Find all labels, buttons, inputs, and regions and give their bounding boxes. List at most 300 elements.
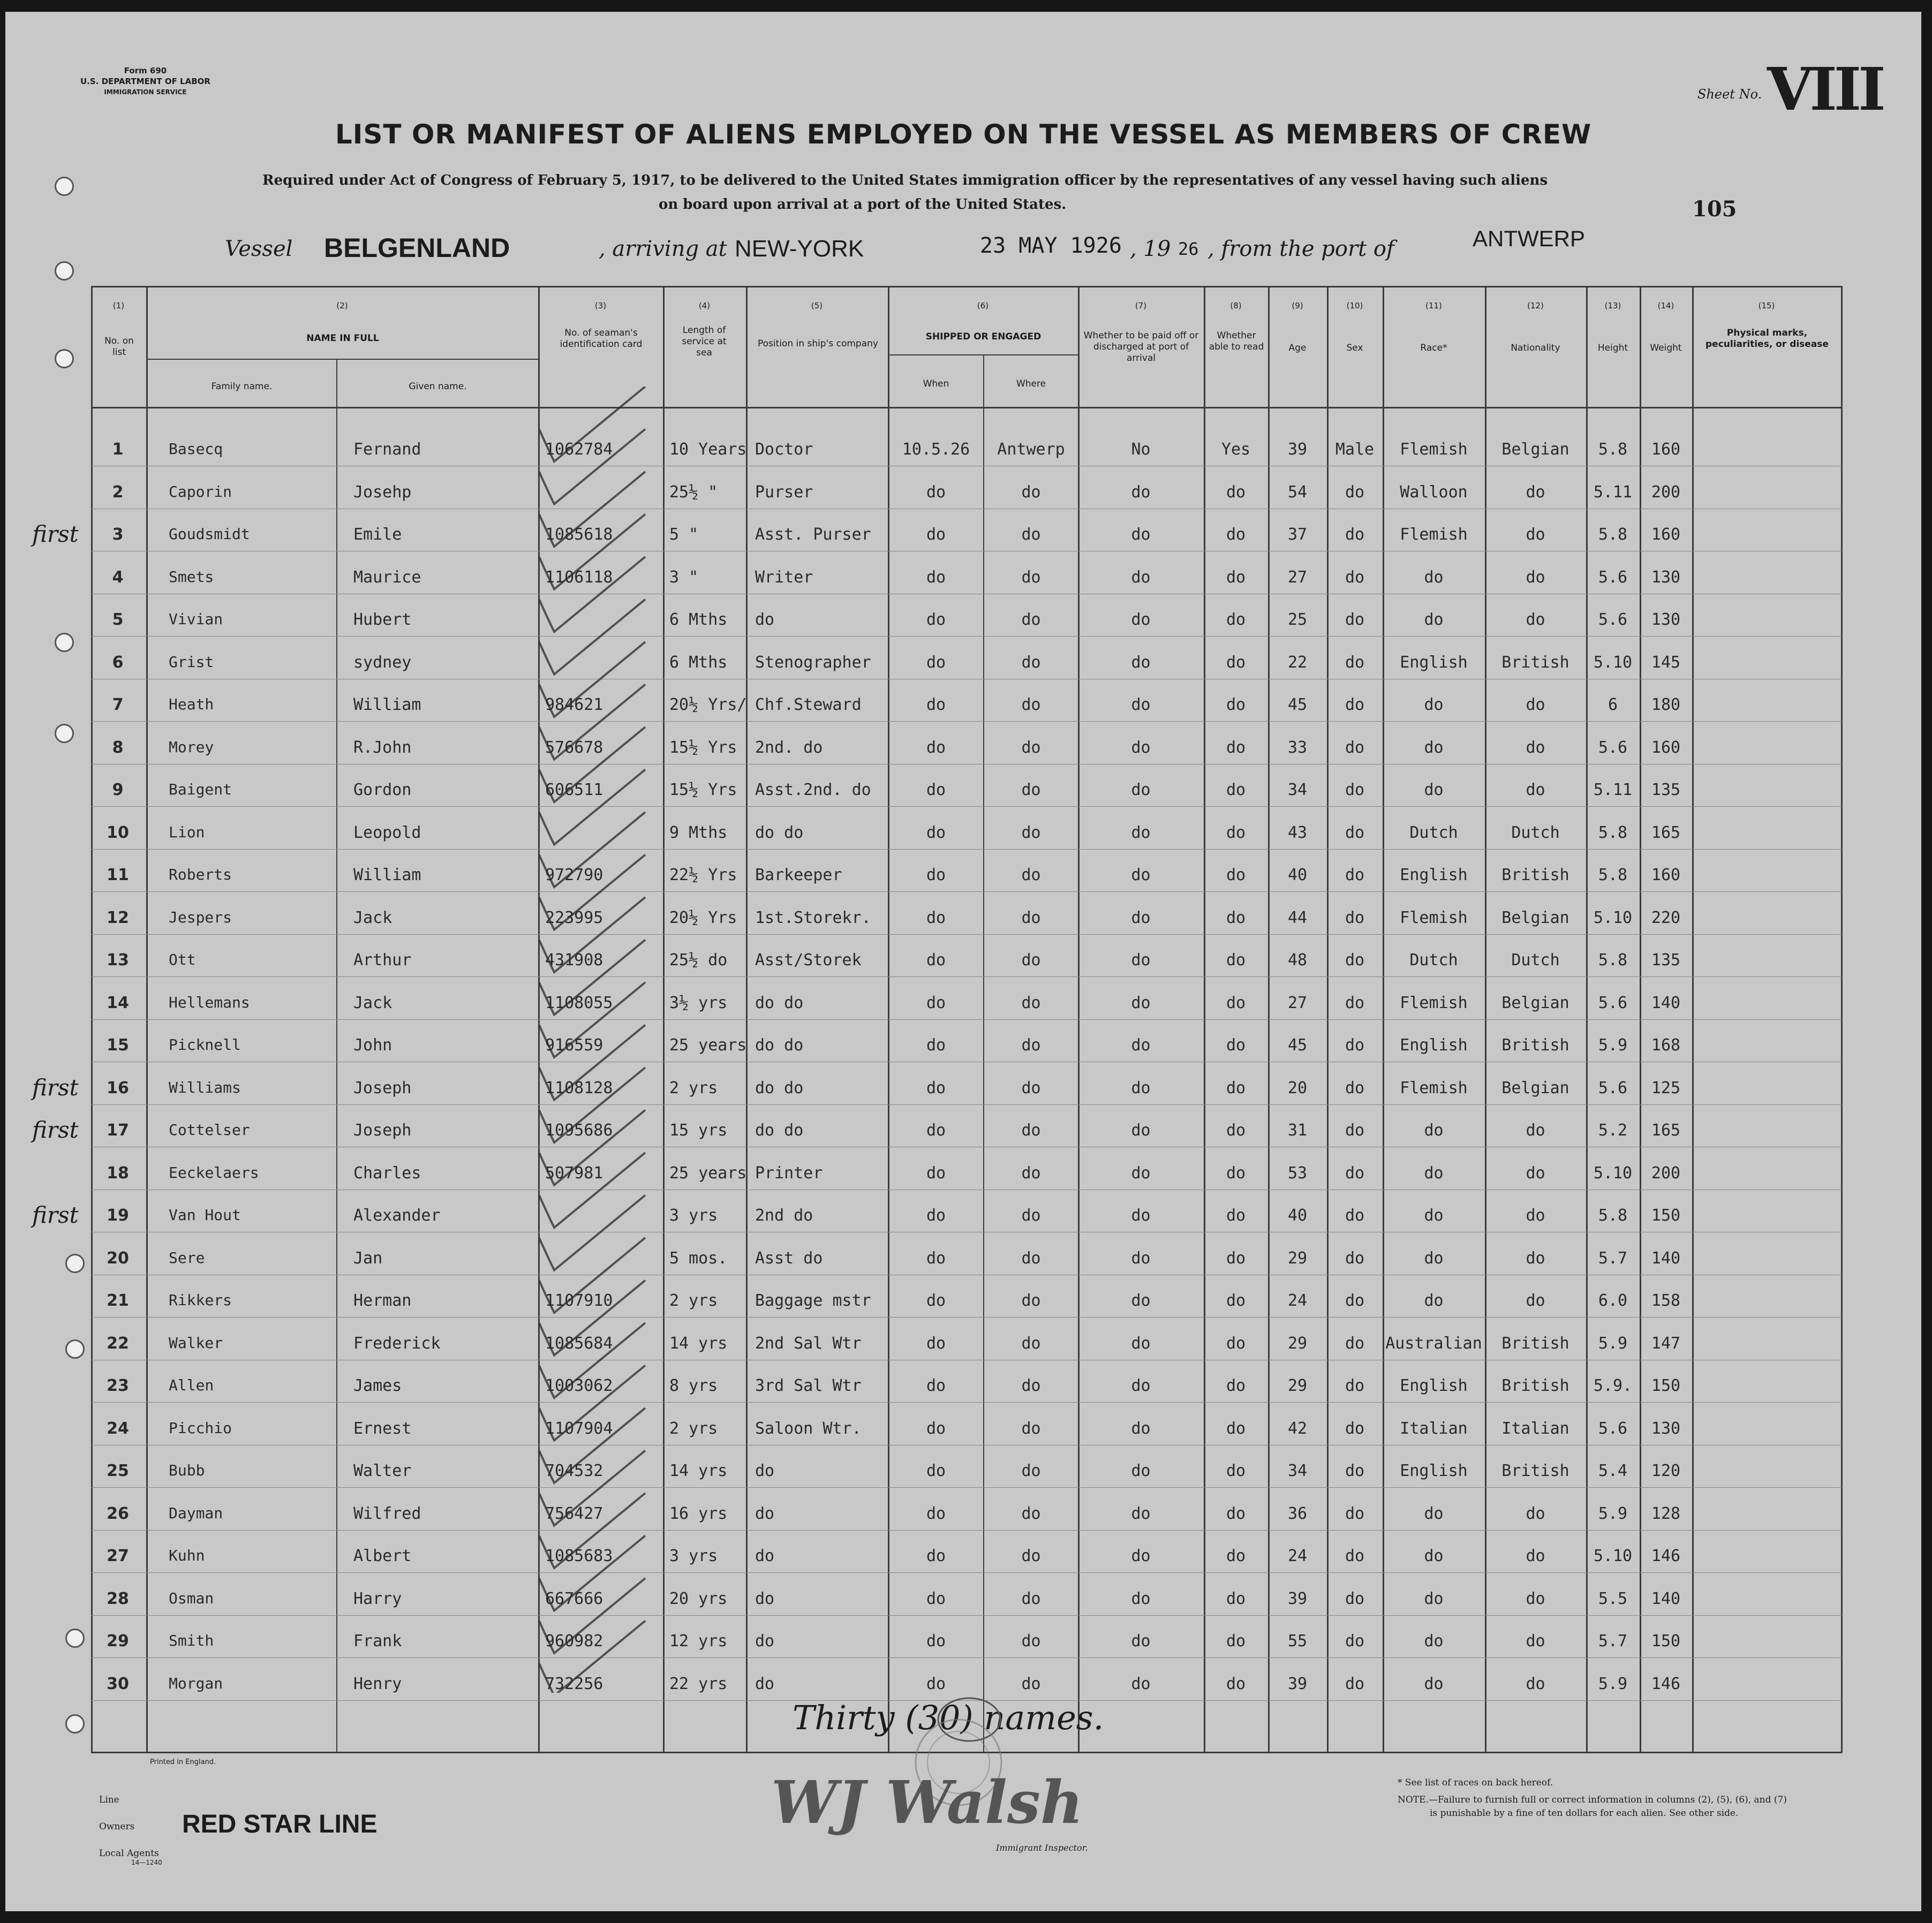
- age: 43: [1287, 823, 1308, 842]
- height: 5.6: [1598, 1419, 1628, 1438]
- height: 5.5: [1598, 1589, 1628, 1608]
- age: 20: [1287, 1078, 1308, 1097]
- age: 40: [1287, 866, 1308, 884]
- ship-position: do do: [755, 1078, 804, 1097]
- sex: do: [1345, 738, 1365, 757]
- row-rule: [91, 934, 1842, 935]
- race: English: [1400, 1376, 1468, 1395]
- header-age: Age: [1288, 343, 1307, 353]
- id-card-number: 1085684: [545, 1334, 613, 1353]
- row-number: 20: [107, 1248, 129, 1268]
- col-num: (6): [977, 301, 989, 311]
- row-number: 11: [107, 866, 129, 884]
- length-of-service: 3 yrs: [669, 1206, 718, 1225]
- header-shipped-or-engaged: SHIPPED OR ENGAGED: [925, 331, 1042, 342]
- table-top-border: [91, 286, 1842, 287]
- able-to-read: do: [1226, 1291, 1246, 1310]
- row-number: 6: [112, 653, 124, 672]
- check-mark: [539, 1281, 645, 1356]
- nationality: British: [1501, 653, 1569, 672]
- row-number: 7: [112, 695, 124, 714]
- col-num: (8): [1230, 301, 1242, 311]
- able-to-read: do: [1226, 482, 1246, 502]
- row-rule: [91, 721, 1842, 722]
- shipped-when: do: [926, 1419, 946, 1438]
- punch-hole: [55, 261, 74, 281]
- arrival-port: NEW-YORK: [735, 236, 864, 262]
- margin-note: first: [32, 1202, 79, 1228]
- header-height: Height: [1597, 343, 1628, 353]
- family-name: Caporin: [169, 482, 232, 501]
- weight: 160: [1651, 440, 1681, 459]
- length-of-service: 5 ": [669, 525, 699, 544]
- check-mark: [539, 1451, 645, 1526]
- paid-off: do: [1131, 1078, 1151, 1097]
- weight: 140: [1651, 1248, 1681, 1268]
- paid-off: do: [1131, 1121, 1151, 1140]
- length-of-service: 15½ Yrs: [669, 781, 737, 799]
- weight: 160: [1651, 738, 1681, 757]
- row-number: 12: [107, 908, 129, 927]
- paid-off: do: [1131, 1462, 1151, 1480]
- check-mark: [539, 1621, 645, 1693]
- given-name: Albert: [353, 1547, 412, 1565]
- able-to-read: do: [1226, 653, 1246, 672]
- id-card-number: 1062784: [545, 440, 613, 459]
- shipped-when: do: [926, 525, 946, 544]
- punch-hole: [55, 177, 74, 196]
- row-number: 9: [112, 781, 124, 799]
- col-num: (11): [1425, 301, 1442, 311]
- family-name: Eeckelaers: [169, 1163, 259, 1182]
- length-of-service: 15½ Yrs: [669, 738, 737, 757]
- weight: 135: [1651, 781, 1681, 799]
- length-of-service: 9 Mths: [669, 823, 728, 842]
- ship-position: 2nd. do: [755, 738, 823, 757]
- able-to-read: do: [1226, 695, 1246, 714]
- weight: 140: [1651, 1589, 1681, 1608]
- paid-off: do: [1131, 567, 1151, 587]
- height: 5.8: [1598, 440, 1628, 459]
- shipped-where: do: [1021, 993, 1041, 1012]
- nationality: do: [1526, 781, 1545, 799]
- able-to-read: do: [1226, 1334, 1246, 1353]
- header-sex: Sex: [1346, 343, 1363, 353]
- shipped-when: do: [926, 1589, 946, 1608]
- row-number: 5: [112, 610, 124, 629]
- ship-position: Asst do: [755, 1248, 823, 1268]
- id-card-number: 1095686: [545, 1121, 613, 1140]
- age: 39: [1287, 440, 1308, 459]
- form-block: [80, 65, 210, 97]
- given-name: Jack: [353, 908, 393, 927]
- ship-position: do do: [755, 1121, 804, 1140]
- nationality: British: [1501, 1334, 1569, 1353]
- able-to-read: do: [1226, 1504, 1246, 1523]
- given-name: Alexander: [353, 1206, 441, 1225]
- given-name: Josehp: [353, 482, 412, 502]
- family-name: Smith: [169, 1632, 214, 1649]
- given-name: Ernest: [353, 1419, 412, 1438]
- ship-position: do: [755, 1674, 775, 1693]
- row-number: 16: [107, 1078, 129, 1097]
- family-name: Basecq: [169, 440, 223, 458]
- arriving-label: , arriving at: [599, 237, 727, 261]
- sex: do: [1345, 1248, 1365, 1268]
- weight: 120: [1651, 1462, 1681, 1480]
- paid-off: do: [1131, 1163, 1151, 1183]
- family-name: Grist: [169, 653, 214, 671]
- check-mark: [539, 1323, 645, 1398]
- age: 40: [1287, 1206, 1308, 1225]
- sex: do: [1345, 1674, 1365, 1693]
- sex: do: [1345, 567, 1365, 587]
- paid-off: do: [1131, 1632, 1151, 1651]
- row-rule: [91, 891, 1842, 892]
- nationality: British: [1501, 866, 1569, 884]
- row-rule: [91, 1572, 1842, 1573]
- check-mark: [539, 1195, 645, 1270]
- age: 24: [1287, 1291, 1308, 1310]
- nationality: Italian: [1501, 1419, 1569, 1438]
- paid-off: do: [1131, 1291, 1151, 1310]
- able-to-read: do: [1226, 1462, 1246, 1480]
- header-position: Position in ship's company: [758, 338, 878, 349]
- race: do: [1424, 1163, 1444, 1183]
- given-name: John: [353, 1036, 393, 1055]
- shipped-when: do: [926, 610, 946, 629]
- margin-note: first: [32, 1074, 79, 1101]
- length-of-service: 16 yrs: [669, 1504, 728, 1523]
- check-mark: [539, 855, 645, 930]
- punch-hole: [65, 1714, 85, 1733]
- shipped-where: do: [1021, 610, 1041, 629]
- race: English: [1400, 653, 1468, 672]
- id-card-number: 667666: [545, 1589, 603, 1608]
- age: 34: [1287, 1462, 1308, 1480]
- race: Flemish: [1400, 525, 1468, 544]
- row-number: 25: [107, 1462, 129, 1480]
- sex: do: [1345, 1547, 1365, 1565]
- able-to-read: do: [1226, 823, 1246, 842]
- race: do: [1424, 738, 1444, 757]
- family-name: Hellemans: [169, 993, 250, 1011]
- col-num: (7): [1135, 301, 1147, 311]
- owners-label: Owners: [99, 1821, 135, 1832]
- able-to-read: do: [1226, 993, 1246, 1012]
- race: Walloon: [1400, 482, 1468, 502]
- from-port-label: , from the port of: [1208, 237, 1394, 261]
- family-name: Cottelser: [169, 1121, 250, 1139]
- ship-position: Saloon Wtr.: [755, 1419, 862, 1438]
- weight: 158: [1651, 1291, 1681, 1310]
- height: 5.10: [1593, 908, 1633, 927]
- given-name: Emile: [353, 525, 402, 544]
- given-name: Hubert: [353, 610, 412, 629]
- header-physical-marks: Physical marks, peculiarities, or disease: [1705, 328, 1829, 350]
- race: do: [1424, 1547, 1444, 1565]
- paid-off: do: [1131, 823, 1151, 842]
- race: do: [1424, 1121, 1444, 1140]
- race: Flemish: [1400, 440, 1468, 459]
- weight: 130: [1651, 1419, 1681, 1438]
- weight: 150: [1651, 1376, 1681, 1395]
- family-name: Goudsmidt: [169, 525, 250, 543]
- line-label: Line: [99, 1795, 119, 1805]
- col-num: (9): [1292, 301, 1303, 311]
- nationality: do: [1526, 1291, 1545, 1310]
- id-card-number: 431908: [545, 951, 603, 970]
- nationality: Dutch: [1511, 823, 1560, 842]
- header-bottom-border: [91, 407, 1842, 408]
- family-name: Morey: [169, 738, 214, 756]
- sheet-label: Sheet No.: [1697, 87, 1762, 102]
- length-of-service: 14 yrs: [669, 1334, 728, 1353]
- id-card-number: 960982: [545, 1632, 603, 1651]
- check-mark: [539, 472, 645, 547]
- given-name: Frederick: [353, 1334, 441, 1353]
- shipped-when: do: [926, 1547, 946, 1565]
- header-able-to-read: Whether able to read: [1209, 330, 1264, 352]
- race: Flemish: [1400, 908, 1468, 927]
- paid-off: do: [1131, 653, 1151, 672]
- id-card-number: 756427: [545, 1504, 603, 1523]
- row-rule: [91, 636, 1842, 637]
- weight: 200: [1651, 1163, 1681, 1183]
- race: do: [1424, 1206, 1444, 1225]
- able-to-read: do: [1226, 951, 1246, 970]
- col-num: (5): [811, 301, 823, 311]
- weight: 140: [1651, 993, 1681, 1012]
- shipped-where: do: [1021, 1674, 1041, 1693]
- nationality: do: [1526, 525, 1545, 544]
- col-num: (14): [1657, 301, 1674, 311]
- paid-off: do: [1131, 1376, 1151, 1395]
- ship-position: Purser: [755, 482, 813, 502]
- sex: do: [1345, 1291, 1365, 1310]
- nationality: Belgian: [1501, 1078, 1569, 1097]
- check-mark: [539, 812, 645, 887]
- family-name: Kuhn: [169, 1547, 205, 1564]
- family-name: Roberts: [169, 866, 232, 883]
- length-of-service: 25½ do: [669, 951, 728, 970]
- given-name: Maurice: [353, 567, 421, 587]
- paid-off: do: [1131, 993, 1151, 1012]
- paid-off: do: [1131, 1674, 1151, 1693]
- ship-position: Doctor: [755, 440, 813, 459]
- year-label: , 19: [1130, 237, 1171, 261]
- race: do: [1424, 781, 1444, 799]
- subtitle-line-1: Required under Act of Congress of February 5, 1917, to be delivered to the United States immigration officer by the representatives of any vessel having such aliens: [262, 172, 1548, 188]
- sex: Male: [1335, 440, 1375, 459]
- punch-hole: [55, 633, 74, 652]
- given-name: Wilfred: [353, 1504, 421, 1523]
- shipped-where: do: [1021, 482, 1041, 502]
- row-rule: [91, 849, 1842, 850]
- paid-off: do: [1131, 1547, 1151, 1565]
- ship-position: Asst/Storek: [755, 951, 862, 970]
- family-name: Morgan: [169, 1674, 223, 1692]
- row-rule: [91, 976, 1842, 977]
- age: 31: [1287, 1121, 1308, 1140]
- col-num: (12): [1527, 301, 1544, 311]
- length-of-service: 5 mos.: [669, 1248, 728, 1268]
- family-name: Vivian: [169, 610, 223, 628]
- length-of-service: 2 yrs: [669, 1078, 718, 1097]
- shipped-when: do: [926, 866, 946, 884]
- check-mark: [539, 940, 645, 1015]
- sex: do: [1345, 1504, 1365, 1523]
- weight: 145: [1651, 653, 1681, 672]
- height: 5.7: [1598, 1632, 1628, 1651]
- punch-hole: [65, 1629, 85, 1648]
- length-of-service: 15 yrs: [669, 1121, 728, 1140]
- weight: 146: [1651, 1674, 1681, 1693]
- given-name: Leopold: [353, 823, 421, 842]
- age: 48: [1287, 951, 1308, 970]
- margin-note: first: [32, 1117, 79, 1143]
- height: 5.9: [1598, 1036, 1628, 1055]
- sex: do: [1345, 1121, 1365, 1140]
- ship-position: Stenographer: [755, 653, 871, 672]
- check-mark: [539, 1493, 645, 1568]
- age: 37: [1287, 525, 1308, 544]
- height: 5.10: [1593, 1163, 1633, 1183]
- race: Italian: [1400, 1419, 1468, 1438]
- nationality: do: [1526, 695, 1545, 714]
- ship-position: do: [755, 1547, 775, 1565]
- subtitle-line-2: on board upon arrival at a port of the United States.: [659, 196, 1067, 213]
- shipped-where: do: [1021, 1419, 1041, 1438]
- sex: do: [1345, 1589, 1365, 1608]
- ship-position: Writer: [755, 567, 813, 587]
- sex: do: [1345, 653, 1365, 672]
- able-to-read: do: [1226, 1632, 1246, 1651]
- shipped-when: do: [926, 993, 946, 1012]
- header-race: Race*: [1420, 343, 1447, 353]
- ship-position: do do: [755, 993, 804, 1012]
- age: 34: [1287, 781, 1308, 799]
- sex: do: [1345, 866, 1365, 884]
- height: 5.11: [1593, 482, 1633, 502]
- sex: do: [1345, 482, 1365, 502]
- family-name: Dayman: [169, 1504, 223, 1522]
- footnote-penalty-1: NOTE.—Failure to furnish full or correct information in columns (2), (5), (6), and (7): [1398, 1795, 1787, 1805]
- punch-hole: [55, 349, 74, 368]
- height: 6: [1608, 695, 1618, 714]
- id-card-number: 704532: [545, 1462, 603, 1480]
- row-number: 30: [107, 1674, 129, 1693]
- shipped-when: do: [926, 1121, 946, 1140]
- able-to-read: do: [1226, 1121, 1246, 1140]
- header-name-in-full: NAME IN FULL: [306, 333, 379, 344]
- shipped-when: 10.5.26: [902, 440, 970, 459]
- shipped-when: do: [926, 1206, 946, 1225]
- header-id-card: No. of seaman's identification card: [560, 328, 643, 350]
- age: 53: [1287, 1163, 1308, 1183]
- able-to-read: do: [1226, 781, 1246, 799]
- race: do: [1424, 695, 1444, 714]
- check-mark: [539, 1110, 645, 1185]
- shipped-where: do: [1021, 1291, 1041, 1310]
- departure-port: ANTWERP: [1473, 226, 1585, 251]
- nationality: do: [1526, 610, 1545, 629]
- race: do: [1424, 1589, 1444, 1608]
- age: 39: [1287, 1674, 1308, 1693]
- given-name: R.John: [353, 738, 412, 757]
- sex: do: [1345, 695, 1365, 714]
- weight: 200: [1651, 482, 1681, 502]
- given-name: Jack: [353, 993, 393, 1012]
- family-name: Smets: [169, 567, 214, 586]
- check-mark: [539, 642, 645, 717]
- family-name: Sere: [169, 1248, 205, 1267]
- nationality: Belgian: [1501, 993, 1569, 1012]
- given-name: William: [353, 866, 421, 884]
- check-mark: [539, 770, 645, 845]
- age: 55: [1287, 1632, 1308, 1651]
- ship-position: do: [755, 1632, 775, 1651]
- given-name: Charles: [353, 1163, 421, 1183]
- shipped-where: do: [1021, 567, 1041, 587]
- age: 25: [1287, 610, 1308, 629]
- shipped-when: do: [926, 1078, 946, 1097]
- sex: do: [1345, 1163, 1365, 1183]
- given-name: William: [353, 695, 421, 714]
- sex: do: [1345, 1206, 1365, 1225]
- id-card-number: 1003062: [545, 1376, 613, 1395]
- given-name: Jan: [353, 1248, 383, 1268]
- nationality: British: [1501, 1036, 1569, 1055]
- nationality: do: [1526, 1163, 1545, 1183]
- height: 5.6: [1598, 567, 1628, 587]
- shipped-where: do: [1021, 738, 1041, 757]
- shipped-when: do: [926, 908, 946, 927]
- family-name: Rikkers: [169, 1291, 232, 1309]
- shipped-when: do: [926, 1163, 946, 1183]
- age: 33: [1287, 738, 1308, 757]
- race: do: [1424, 1291, 1444, 1310]
- age: 36: [1287, 1504, 1308, 1523]
- shipped-where: do: [1021, 1589, 1041, 1608]
- shipped-where: do: [1021, 1036, 1041, 1055]
- given-name: Frank: [353, 1632, 402, 1651]
- sex: do: [1345, 1419, 1365, 1438]
- race: Flemish: [1400, 1078, 1468, 1097]
- race: English: [1400, 866, 1468, 884]
- header-weight: Weight: [1650, 343, 1682, 353]
- able-to-read: do: [1226, 908, 1246, 927]
- shipped-where: do: [1021, 1376, 1041, 1395]
- sex: do: [1345, 781, 1365, 799]
- height: 5.9: [1598, 1504, 1628, 1523]
- shipped-when: do: [926, 1334, 946, 1353]
- given-name: Harry: [353, 1589, 402, 1608]
- height: 5.8: [1598, 823, 1628, 842]
- header-nationality: Nationality: [1511, 343, 1560, 353]
- given-name: Joseph: [353, 1121, 412, 1140]
- height: 5.6: [1598, 610, 1628, 629]
- inspector-signature: WJ Walsh: [771, 1768, 1083, 1837]
- check-mark: [539, 514, 645, 589]
- name-subheader-line: [147, 359, 538, 360]
- sheet-number: VIII: [1767, 55, 1883, 124]
- header-when: When: [923, 378, 949, 389]
- able-to-read: do: [1226, 610, 1246, 629]
- able-to-read: do: [1226, 1376, 1246, 1395]
- race: English: [1400, 1462, 1468, 1480]
- height: 5.6: [1598, 993, 1628, 1012]
